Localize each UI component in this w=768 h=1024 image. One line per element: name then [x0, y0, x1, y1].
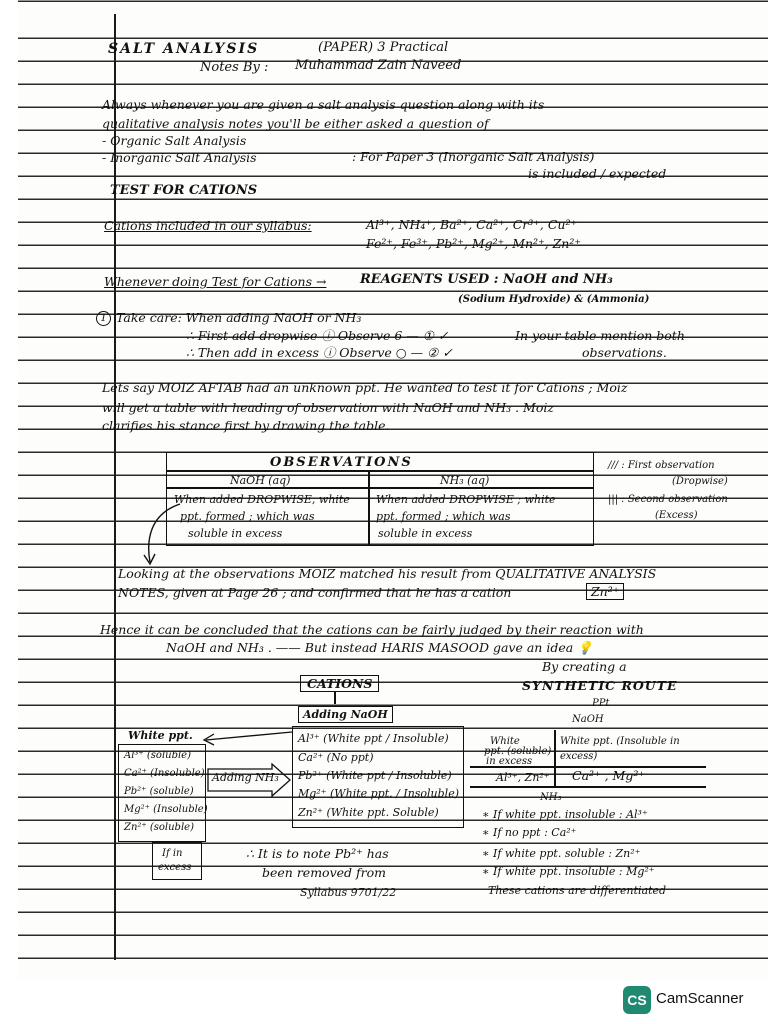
point-number-circle: 1 — [96, 311, 111, 326]
take-care-step-2: ∴ Then add in excess ⓘ Observe ○ — ② ✓ — [186, 345, 453, 360]
naoh-observation-2: ppt. formed ; which was — [180, 510, 315, 523]
legend-second-observation: ||| : Second observation — [608, 494, 728, 505]
legend-excess: (Excess) — [655, 510, 698, 521]
cations-row-2: Fe²⁺, Fe³⁺, Pb²⁺, Mg²⁺, Mn²⁺, Zn²⁺ — [366, 236, 581, 251]
intro-option-organic: - Organic Salt Analysis — [102, 133, 247, 148]
section-heading-test-for-cations: TEST FOR CATIONS — [110, 183, 258, 198]
naoh-result-al: Al³⁺ (White ppt / Insoluble) — [298, 732, 449, 745]
reagents-used: REAGENTS USED : NaOH and NH₃ — [360, 272, 613, 287]
right-divider-column — [554, 730, 556, 786]
moiz-line-3: clarifies his stance first by drawing the table. — [102, 418, 390, 433]
pb-note-2: been removed from — [262, 865, 386, 880]
reagent-names: (Sodium Hydroxide) & (Ammonia) — [458, 294, 650, 305]
intro-option-inorganic: - Inorganic Salt Analysis — [102, 150, 257, 165]
arrow-left-icon — [200, 726, 296, 746]
curved-arrow-icon — [140, 500, 190, 570]
flow-arrow-down — [334, 692, 336, 704]
conclusion-line-3: By creating a — [542, 659, 627, 674]
right-ppt-soluble: ppt. (soluble) — [484, 746, 552, 757]
left-mg: Mg²⁺ (Insoluble) — [124, 804, 208, 815]
excess-label: excess — [158, 862, 192, 873]
right-nh3: NH₃ — [540, 792, 562, 803]
table-divider-column — [368, 470, 370, 546]
cation-result-box: Zn²⁺ — [586, 583, 624, 600]
table-title: OBSERVATIONS — [270, 455, 413, 470]
table-col-nh3: NH₃ (aq) — [440, 474, 490, 487]
camscanner-brand: CamScanner — [656, 990, 744, 1007]
paper3-note-1: : For Paper 3 (Inorganic Salt Analysis) — [352, 149, 595, 164]
naoh-result-pb: Pb²⁺ (White ppt / Insoluble) — [298, 769, 452, 782]
reagents-lead: Whenever doing Test for Cations → — [104, 274, 327, 289]
notes-by-label: Notes By : — [200, 60, 269, 75]
table-note-2: observations. — [582, 345, 667, 360]
cations-label: Cations included in our syllabus: — [104, 218, 312, 233]
pb-note-3: Syllabus 9701/22 — [300, 886, 397, 899]
take-care-step-1: ∴ First add dropwise ⓘ Observe 6 — ① ✓ — [186, 328, 449, 343]
table-divider-title — [166, 470, 594, 472]
cations-box: CATIONS — [300, 675, 379, 692]
if-in-label: If in — [162, 848, 183, 859]
pb-note-1: ∴ It is to note Pb²⁺ has — [246, 846, 389, 861]
right-white-insoluble: White ppt. (Insoluble in excess) — [560, 736, 680, 762]
left-pb: Pb²⁺ (soluble) — [124, 786, 194, 797]
page-title: SALT ANALYSIS — [108, 41, 260, 57]
differentiated-note: These cations are differentiated — [488, 884, 667, 897]
naoh-result-ca: Ca²⁺ (No ppt) — [298, 751, 374, 764]
conclusion-line-2: NaOH and NH₃ . —— But instead HARIS MASOOD gave an idea 💡 — [166, 640, 593, 655]
left-zn: Zn²⁺ (soluble) — [124, 822, 194, 833]
right-white: White — [490, 736, 520, 747]
author-name: Muhammad Zain Naveed — [295, 58, 462, 73]
legend-first-observation: /// : First observation — [608, 460, 715, 471]
adding-nh3-arrow-icon — [206, 763, 292, 799]
adding-nh3-label: Adding NH₃ — [212, 771, 279, 784]
right-in-excess: in excess — [486, 756, 533, 767]
bullet-al: ∗ If white ppt. insoluble : Al³⁺ — [482, 808, 648, 821]
legend-dropwise: (Dropwise) — [672, 476, 728, 487]
naoh-result-mg: Mg²⁺ (White ppt. / Insoluble) — [298, 787, 460, 800]
synthetic-route-heading: SYNTHETIC ROUTE — [522, 678, 678, 693]
conclusion-line-1: Hence it can be concluded that the cations can be fairly judged by their reaction with — [100, 622, 644, 637]
nh3-observation-1: When added DROPWISE ; white — [376, 493, 556, 506]
ppt-label: PPt — [592, 698, 610, 709]
paper3-note-2: is included / expected — [528, 166, 667, 181]
moiz-line-1: Lets say MOIZ AFTAB had an unknown ppt. He wanted to test it for Cations ; Moiz — [102, 380, 628, 395]
cations-row-1: Al³⁺, NH₄⁺, Ba²⁺, Ca²⁺, Cr³⁺, Cu²⁺ — [366, 217, 578, 232]
nh3-observation-2: ppt. formed ; which was — [376, 510, 511, 523]
nh3-observation-3: soluble in excess — [378, 527, 473, 540]
bullet-zn: ∗ If white ppt. soluble : Zn²⁺ — [482, 847, 641, 860]
right-divider-2 — [470, 786, 706, 788]
table-col-naoh: NaOH (aq) — [230, 474, 291, 487]
table-note-1: In your table mention both — [515, 328, 685, 343]
naoh-observation-3: soluble in excess — [188, 527, 283, 540]
white-ppt-heading: White ppt. — [128, 729, 193, 742]
right-ca-mg: Ca²⁺ , Mg²⁺ — [572, 768, 645, 783]
camscanner-logo-icon: CS — [623, 986, 651, 1014]
left-al: Al³⁺ (soluble) — [124, 750, 191, 761]
bullet-ca: ∗ If no ppt : Ca²⁺ — [482, 826, 577, 839]
naoh-observation-1: When added DROPWISE, white — [174, 493, 350, 506]
looking-line-2: NOTES, given at Page 26 ; and confirmed that he has a cation — [118, 585, 512, 600]
take-care-title: Take care: When adding NaOH or NH₃ — [116, 310, 362, 325]
intro-line-2: qualitative analysis notes you'll be either asked a question of — [102, 116, 489, 131]
naoh-result-zn: Zn²⁺ (White ppt. Soluble) — [298, 806, 439, 819]
right-al-zn: Al³⁺, Zn²⁺ — [496, 771, 550, 784]
intro-line-1: Always whenever you are given a salt analysis question along with its — [102, 97, 545, 112]
left-ca: Ca²⁺ (Insoluble) — [124, 768, 205, 779]
moiz-line-2: will get a table with heading of observation with NaOH and NH₃ . Moiz — [102, 400, 554, 415]
paper-label: (PAPER) 3 Practical — [318, 40, 449, 55]
bullet-mg: ∗ If white ppt. insoluble : Mg²⁺ — [482, 865, 655, 878]
looking-line-1: Looking at the observations MOIZ matched his result from QUALITATIVE ANALYSIS — [118, 566, 657, 581]
naoh-label: NaOH — [572, 714, 604, 725]
adding-naoh-box: Adding NaOH — [298, 706, 393, 723]
